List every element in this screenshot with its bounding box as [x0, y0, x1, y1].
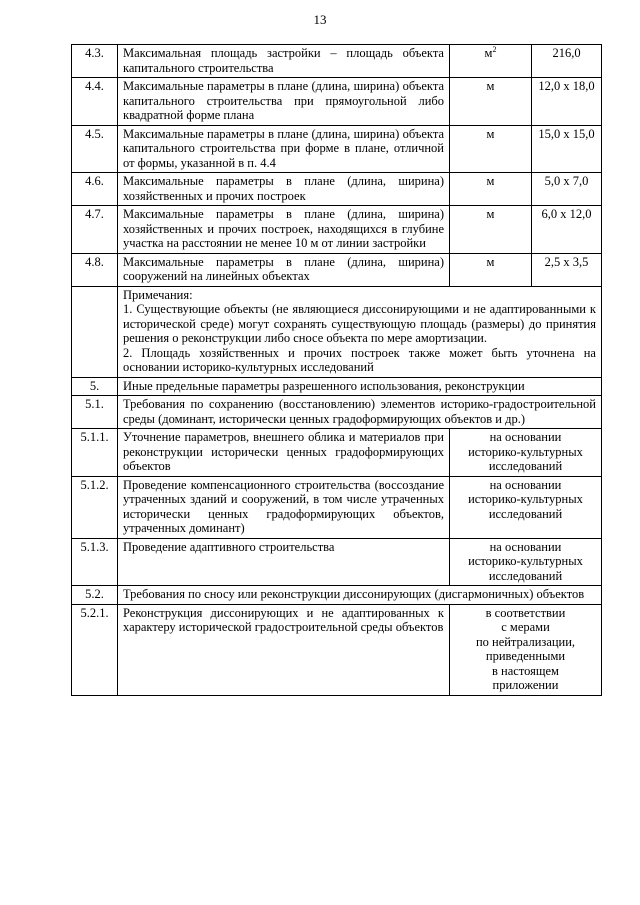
- table-row: [72, 125, 602, 173]
- section-number: 5.: [72, 377, 118, 396]
- row-number: 5.1.: [72, 396, 118, 429]
- row-description: Требования по сносу или реконструкции диссонирующих (дисгармоничных) объектов: [118, 586, 602, 605]
- notes-cell: [118, 286, 602, 377]
- table-row: [72, 45, 602, 78]
- table-row: [72, 206, 602, 254]
- row-basis: на основании историко-культурных исследований: [450, 429, 602, 477]
- table-row: [72, 586, 602, 605]
- section-row: [72, 377, 602, 396]
- section-title: Иные предельные параметры разрешенного использования, реконструкции: [118, 377, 602, 396]
- row-basis: на основании историко-культурных исследований: [450, 476, 602, 538]
- row-number: 4.4.: [72, 78, 118, 126]
- row-description: Уточнение параметров, внешнего облика и материалов при реконструкции исторически ценных градоформирующих объектов: [118, 429, 450, 477]
- row-number: 4.6.: [72, 173, 118, 206]
- table-row: [72, 476, 602, 538]
- row-unit: $м^2$: [450, 45, 532, 78]
- row-number: 4.5.: [72, 125, 118, 173]
- note-item: 1. Существующие объекты (не являющиеся диссонирующими и не адаптированными к исторической среде) могут сохранять существующую площадь (размеры) до принятия решения о реконструкции либо сносе объекта по мере амортизации.: [123, 302, 596, 345]
- row-basis: в соответствии с мерами по нейтрализации, приведенными в настоящем приложении: [450, 604, 602, 695]
- row-number: 4.7.: [72, 206, 118, 254]
- row-description: Проведение компенсационного строительства (воссоздание утраченных зданий и сооружений, в том числе утраченных исторически ценных градоформирующих объектов, утраченных доминант): [118, 476, 450, 538]
- row-description: Максимальные параметры в плане (длина, ширина) объекта капитального строительства при прямоугольной либо квадратной форме плана: [118, 78, 450, 126]
- row-description: Максимальные параметры в плане (длина, ширина) хозяйственных и прочих построек, находящихся в глубине участка на расстоянии не менее 10 м от линии застройки: [118, 206, 450, 254]
- table-row: [72, 78, 602, 126]
- row-description: Максимальные параметры в плане (длина, ширина) хозяйственных и прочих построек: [118, 173, 450, 206]
- row-number: 4.8.: [72, 253, 118, 286]
- row-basis: на основании историко-культурных исследований: [450, 538, 602, 586]
- row-description: Максимальные параметры в плане (длина, ширина) сооружений на линейных объектах: [118, 253, 450, 286]
- row-value: 15,0 х 15,0: [532, 125, 602, 173]
- page-number: 13: [313, 12, 327, 27]
- row-number: 5.2.: [72, 586, 118, 605]
- notes-title: Примечания:: [123, 287, 193, 302]
- row-description: Реконструкция диссонирующих и не адаптированных к характеру исторической градостроительной среды объектов: [118, 604, 450, 695]
- table-row: [72, 429, 602, 477]
- row-unit: м: [450, 78, 532, 126]
- row-value: 2,5 х 3,5: [532, 253, 602, 286]
- notes-row: [72, 286, 602, 377]
- row-unit: м: [450, 125, 532, 173]
- row-unit: м: [450, 206, 532, 254]
- row-unit: м: [450, 253, 532, 286]
- row-number: 5.1.1.: [72, 429, 118, 477]
- row-number: 4.3.: [72, 45, 118, 78]
- row-description: Максимальные параметры в плане (длина, ширина) объекта капитального строительства при форме в плане, отличной от формы, указанной в п. 4.4: [118, 125, 450, 173]
- table-row: [72, 604, 602, 695]
- row-description: Проведение адаптивного строительства: [118, 538, 450, 586]
- table-row: [72, 396, 602, 429]
- row-value: 6,0 х 12,0: [532, 206, 602, 254]
- row-number: 5.1.2.: [72, 476, 118, 538]
- row-description: Максимальная площадь застройки – площадь объекта капитального строительства: [118, 45, 450, 78]
- row-description: Требования по сохранению (восстановлению) элементов историко-градостроительной среды (доминант, исторически ценных градоформирующих объектов и др.): [118, 396, 602, 429]
- row-value: 5,0 х 7,0: [532, 173, 602, 206]
- note-item: 2. Площадь хозяйственных и прочих построек также может быть уточнена на основании историко-культурных исследований: [123, 345, 596, 374]
- table-row: [72, 253, 602, 286]
- table-row: [72, 538, 602, 586]
- row-value: 12,0 х 18,0: [532, 78, 602, 126]
- table-row: [72, 173, 602, 206]
- row-number: 5.1.3.: [72, 538, 118, 586]
- row-value: 216,0: [532, 45, 602, 78]
- row-number: 5.2.1.: [72, 604, 118, 695]
- regulations-table: [71, 44, 602, 696]
- row-unit: м: [450, 173, 532, 206]
